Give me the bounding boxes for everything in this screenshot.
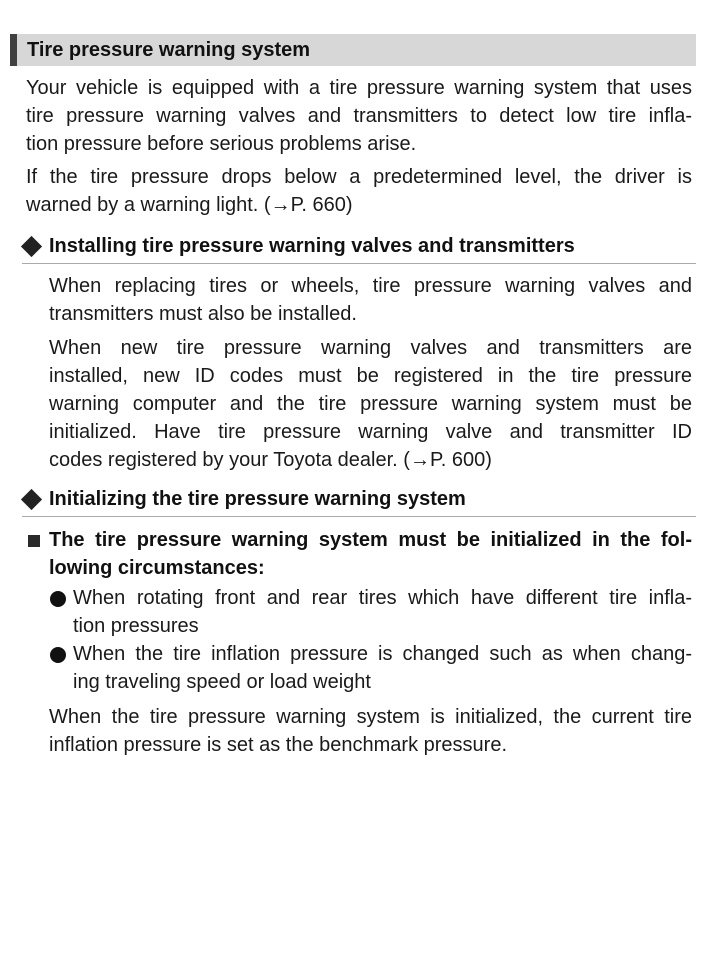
initialize-paragraph (49, 703, 692, 759)
text-line: When replacing tires or wheels, tire pressure warning valves and (49, 275, 692, 297)
text-line: The tire pressure warning system must be initialized in the fol- (49, 529, 692, 551)
intro-paragraph-1 (26, 74, 692, 158)
section-header-bar (10, 34, 696, 66)
diamond-bullet-icon (21, 236, 42, 257)
initialize-conditions-heading (49, 526, 692, 582)
text-line: tion pressure before serious problems arise. (26, 133, 417, 155)
square-bullet-icon (28, 535, 40, 547)
intro-paragraph-2 (26, 163, 692, 219)
install-paragraph-2 (49, 334, 692, 474)
text-line: tion pressures (73, 615, 199, 637)
bullet-item-rotating (73, 584, 692, 640)
text-line: lowing circumstances: (49, 557, 265, 579)
subsection-title: Installing tire pressure warning valves and transmitters (49, 235, 575, 257)
subsection-heading-initialize (22, 487, 696, 517)
text-line: If the tire pressure drops below a predetermined level, the driver is (26, 166, 692, 188)
text-line: installed, new ID codes must be registered in the tire pressure (49, 365, 692, 387)
text-line: When the tire inflation pressure is changed such as when chang- (73, 643, 692, 665)
round-bullet-icon (50, 591, 66, 607)
text-line: transmitters must also be installed. (49, 303, 357, 325)
text-line: tire pressure warning valves and transmitters to detect low tire infla- (26, 105, 692, 127)
text-line: initialized. Have tire pressure warning valve and transmitter ID (49, 421, 692, 443)
section-header-title: Tire pressure warning system (27, 39, 311, 61)
text-line: codes registered by your Toyota dealer. (→P. 600) (49, 449, 492, 471)
text-line: When rotating front and rear tires which have different tire infla- (73, 587, 692, 609)
text-line: ing traveling speed or load weight (73, 671, 371, 693)
text-line: warning computer and the tire pressure warning system must be (49, 393, 692, 415)
install-paragraph-1 (49, 272, 692, 328)
text-line: inflation pressure is set as the benchmark pressure. (49, 734, 507, 756)
text-line: Your vehicle is equipped with a tire pressure warning system that uses (26, 77, 692, 99)
subsection-heading-install (22, 234, 696, 264)
text-line: When new tire pressure warning valves and transmitters are (49, 337, 692, 359)
subsection-title: Initializing the tire pressure warning system (49, 488, 466, 510)
text-line: When the tire pressure warning system is initialized, the current tire (49, 706, 692, 728)
text-line: warned by a warning light. (→P. 660) (26, 194, 353, 216)
bullet-item-pressure-change (73, 640, 692, 696)
diamond-bullet-icon (21, 489, 42, 510)
round-bullet-icon (50, 647, 66, 663)
